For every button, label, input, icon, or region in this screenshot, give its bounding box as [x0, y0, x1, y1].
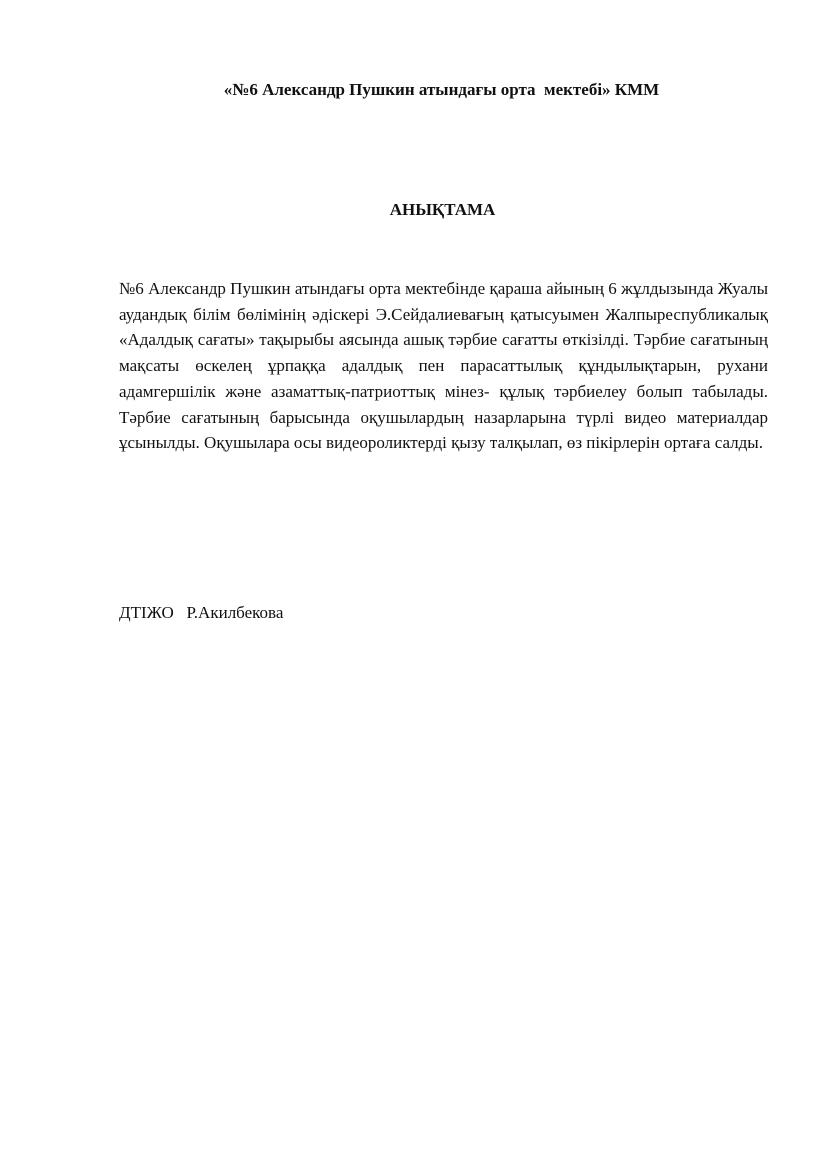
signature-line: ДТІЖО Р.Акилбекова [119, 603, 284, 622]
document-title: АНЫҚТАМА [389, 200, 496, 219]
school-header: «№6 Александр Пушкин атындағы орта мектебі» КММ [223, 80, 660, 99]
body-paragraph: №6 Александр Пушкин атындағы орта мектебінде қараша айының 6 жұлдызында Жуалы аудандық білім бөлімінің әдіскері Э.Сейдалиевағың қатысуымен Жалпыреспубликалық «Адалдық сағаты» тақырыбы аясында ашық тәрбие сағатты өткізілді. Тәрбие сағатының мақсаты өскелең ұрпаққа адалдық пен парасаттылық құндылықтарын, рухани адамгершілік және азаматтық-патриоттық мінез- құлық тәрбиелеу болып табылады. Тәрбие сағатының барысында оқушылардың назарларына түрлі видео материалдар ұсынылды. Оқушылара осы видеороликтерді қызу талқылап, өз пікірлерін ортаға салды. [119, 279, 768, 453]
